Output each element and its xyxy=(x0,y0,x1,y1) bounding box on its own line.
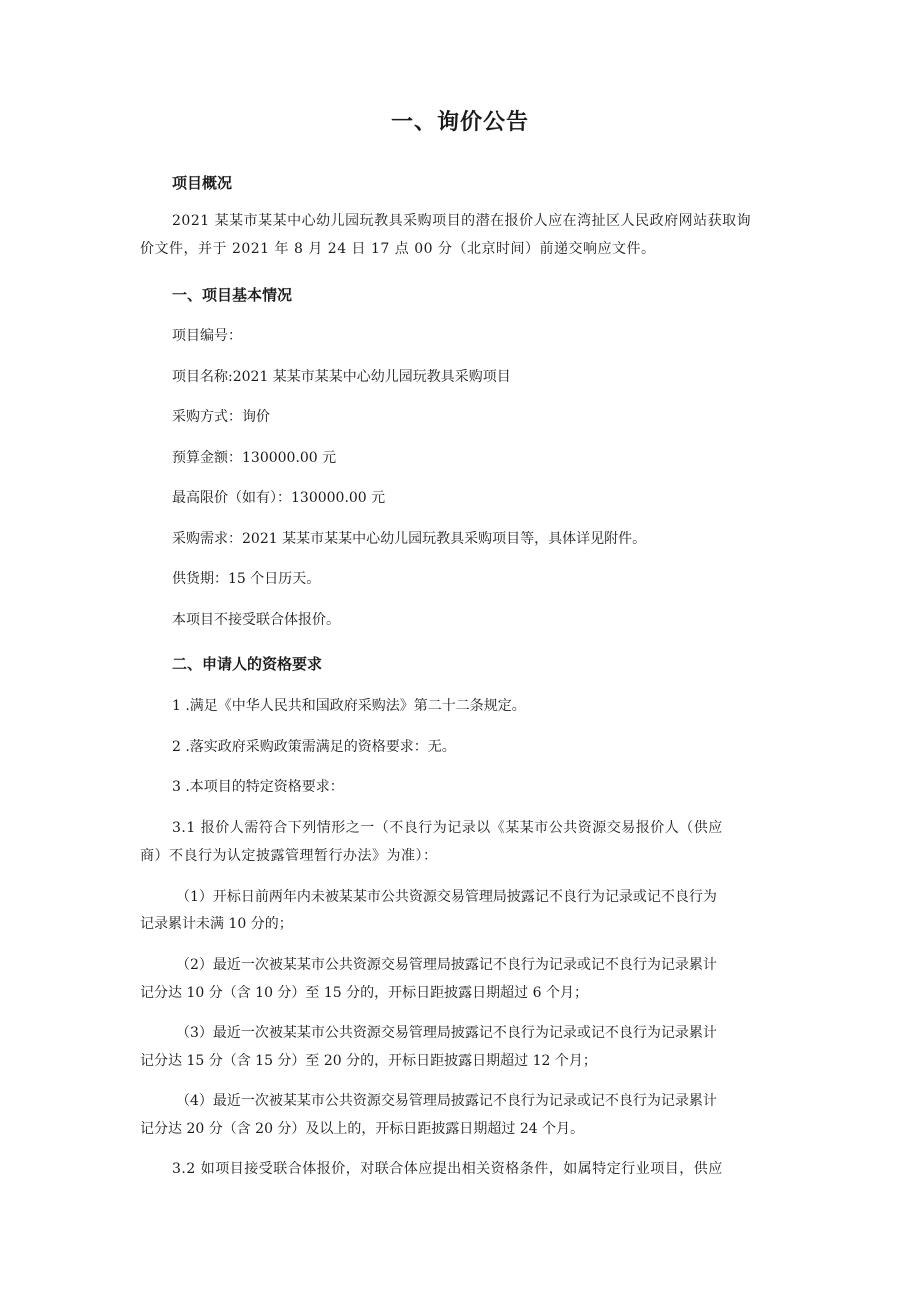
case-4-line-1: （4）最近一次被某某市公共资源交易管理局披露记不良行为记录或记不良行为记录累计 xyxy=(176,1093,717,1109)
overview-heading: 项目概况 xyxy=(172,174,233,192)
case-4-line-2: 记分达 20 分（含 20 分）及以上的，开标日距披露日期超过 24 个月。 xyxy=(140,1121,585,1137)
budget-amount: 预算金额：130000.00 元 xyxy=(172,450,337,466)
requirement-3-1-line-2: 商）不良行为认定披露管理暂行办法》为准）： xyxy=(140,848,438,864)
project-name: 项目名称:2021 某某市某某中心幼儿园玩教具采购项目 xyxy=(172,369,511,385)
section-1-heading: 一、项目基本情况 xyxy=(172,286,293,304)
case-2-line-1: （2）最近一次被某某市公共资源交易管理局披露记不良行为记录或记不良行为记录累计 xyxy=(176,957,717,973)
procurement-requirements: 采购需求：2021 某某市某某中心幼儿园玩教具采购项目等，具体详见附件。 xyxy=(172,531,647,547)
requirement-2: 2 .落实政府采购政策需满足的资格要求：无。 xyxy=(172,739,456,755)
no-consortium-note: 本项目不接受联合体报价。 xyxy=(172,612,340,628)
requirement-3-2-line-1: 3.2 如项目接受联合体报价，对联合体应提出相关资格条件，如属特定行业项目，供应 xyxy=(172,1161,723,1177)
delivery-period: 供货期：15 个日历天。 xyxy=(172,571,321,587)
procurement-method: 采购方式：询价 xyxy=(172,409,270,425)
section-2-heading: 二、申请人的资格要求 xyxy=(172,655,323,673)
requirement-3-1-line-1: 3.1 报价人需符合下列情形之一（不良行为记录以《某某市公共资源交易报价人（供应 xyxy=(172,820,723,836)
page-title: 一、询价公告 xyxy=(390,110,529,135)
project-number: 项目编号： xyxy=(172,328,242,344)
case-3-line-1: （3）最近一次被某某市公共资源交易管理局披露记不良行为记录或记不良行为记录累计 xyxy=(176,1025,717,1041)
requirement-3: 3 .本项目的特定资格要求： xyxy=(172,779,344,795)
overview-text-line-1: 2021 某某市某某中心幼儿园玩教具采购项目的潜在报价人应在湾扯区人民政府网站获取询 xyxy=(172,213,752,229)
case-1-line-2: 记录累计未满 10 分的； xyxy=(140,916,293,932)
overview-text-line-2: 价文件，并于 2021 年 8 月 24 日 17 点 00 分（北京时间）前递交响应文件。 xyxy=(140,241,656,257)
case-2-line-2: 记分达 10 分（含 10 分）至 15 分的，开标日距披露日期超过 6 个月； xyxy=(140,985,588,1001)
max-price: 最高限价（如有）：130000.00 元 xyxy=(172,490,386,506)
requirement-1: 1 .满足《中华人民共和国政府采购法》第二十二条规定。 xyxy=(172,698,526,714)
case-3-line-2: 记分达 15 分（含 15 分）至 20 分的，开标日距披露日期超过 12 个月； xyxy=(140,1053,597,1069)
case-1-line-1: （1）开标日前两年内未被某某市公共资源交易管理局披露记不良行为记录或记不良行为 xyxy=(176,889,717,905)
